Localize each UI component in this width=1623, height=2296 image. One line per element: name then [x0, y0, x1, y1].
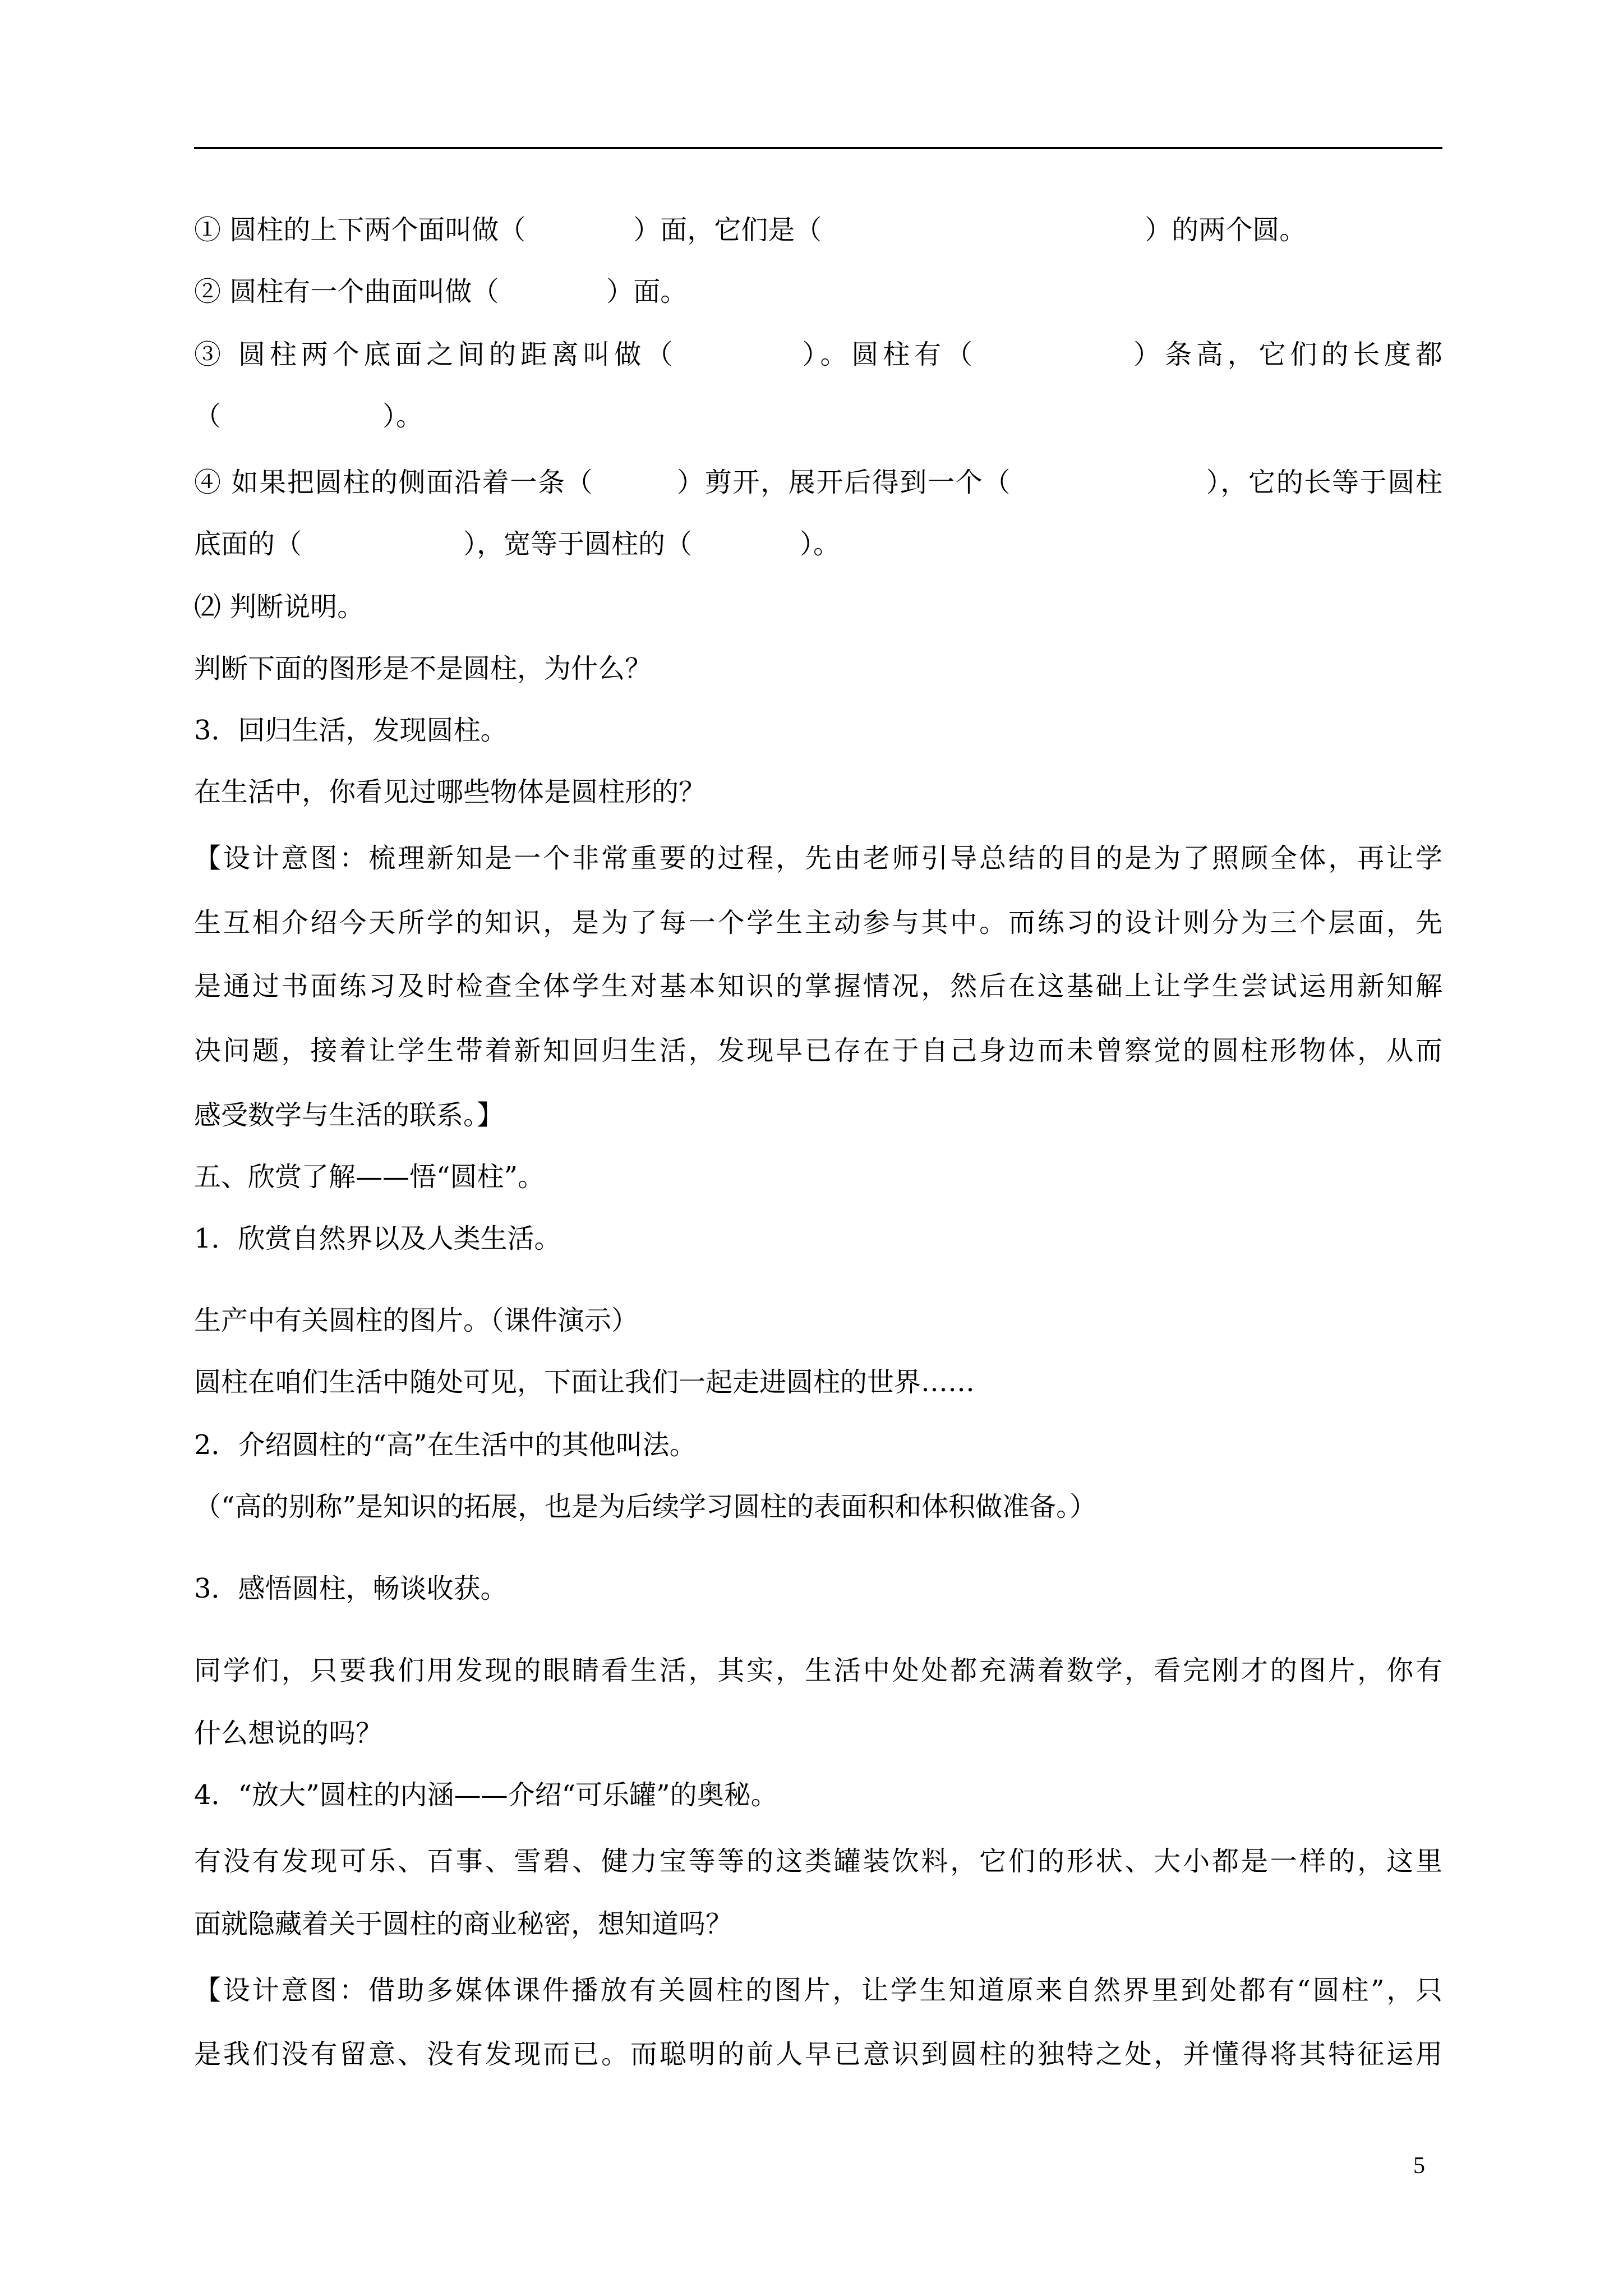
text-line: ⑵ 判断说明。 [194, 591, 365, 623]
header-rule [194, 147, 1442, 149]
text-line: ④ 如果把圆柱的侧面沿着一条（ ）剪开，展开后得到一个（ ），它的长等于圆柱 [194, 467, 1442, 498]
text-line: 生产中有关圆柱的图片。（课件演示） [194, 1305, 639, 1336]
text-line: 生互相介绍今天所学的知识，是为了每一个学生主动参与其中。而练习的设计则分为三个层面，先 [194, 907, 1442, 938]
text-line: 3．感悟圆柱，畅谈收获。 [194, 1573, 508, 1604]
text-line: 面就隐藏着关于圆柱的商业秘密，想知道吗？ [194, 1908, 733, 1940]
text-line: 判断下面的图形是不是圆柱，为什么？ [194, 653, 652, 684]
text-line: 【设计意图：梳理新知是一个非常重要的过程，先由老师引导总结的目的是为了照顾全体，再让学 [194, 843, 1442, 874]
text-line: 2．介绍圆柱的“高”在生活中的其他叫法。 [194, 1429, 697, 1461]
text-line: 1．欣赏自然界以及人类生活。 [194, 1223, 561, 1254]
text-line: （“高的别称”是知识的拓展，也是为后续学习圆柱的表面积和体积做准备。） [194, 1491, 1097, 1522]
text-line: ③ 圆柱两个底面之间的距离叫做（ ）。圆柱有（ ）条高，它们的长度都 [194, 339, 1442, 370]
text-line: 4．“放大”圆柱的内涵——介绍“可乐罐”的奥秘。 [194, 1779, 778, 1811]
text-line: ② 圆柱有一个曲面叫做（ ）面。 [194, 276, 688, 307]
text-line: 是我们没有留意、没有发现而已。而聪明的前人早已意识到圆柱的独特之处，并懂得将其特征运用 [194, 2039, 1442, 2070]
text-line: 在生活中，你看见过哪些物体是圆柱形的？ [194, 776, 706, 808]
text-line: 有没有发现可乐、百事、雪碧、健力宝等等的这类罐装饮料，它们的形状、大小都是一样的，这里 [194, 1846, 1442, 1877]
text-line: 圆柱在咱们生活中随处可见，下面让我们一起走进圆柱的世界…… [194, 1366, 975, 1398]
text-line: 是通过书面练习及时检查全体学生对基本知识的掌握情况，然后在这基础上让学生尝试运用新知解 [194, 970, 1442, 1002]
text-line: 五、欣赏了解——悟“圆柱”。 [194, 1161, 545, 1193]
text-line: 3．回归生活，发现圆柱。 [194, 715, 508, 746]
text-line: 底面的（ ），宽等于圆柱的（ ）。 [194, 528, 841, 560]
text-line: 决问题，接着让学生带着新知回归生活，发现早已存在于自己身边而未曾察觉的圆柱形物体，从而 [194, 1035, 1442, 1066]
text-line: （ ）。 [194, 401, 423, 432]
text-line: ① 圆柱的上下两个面叫做（ ）面，它们是（ ）的两个圆。 [194, 214, 1307, 246]
text-line: 同学们，只要我们用发现的眼睛看生活，其实，生活中处处都充满着数学，看完刚才的图片，你有 [194, 1655, 1442, 1686]
text-line: 感受数学与生活的联系。】 [194, 1099, 504, 1131]
page-number: 5 [1413, 2153, 1425, 2179]
text-line: 【设计意图：借助多媒体课件播放有关圆柱的图片，让学生知道原来自然界里到处都有“圆柱”，只 [194, 1975, 1442, 2006]
text-line: 什么想说的吗？ [194, 1718, 383, 1749]
